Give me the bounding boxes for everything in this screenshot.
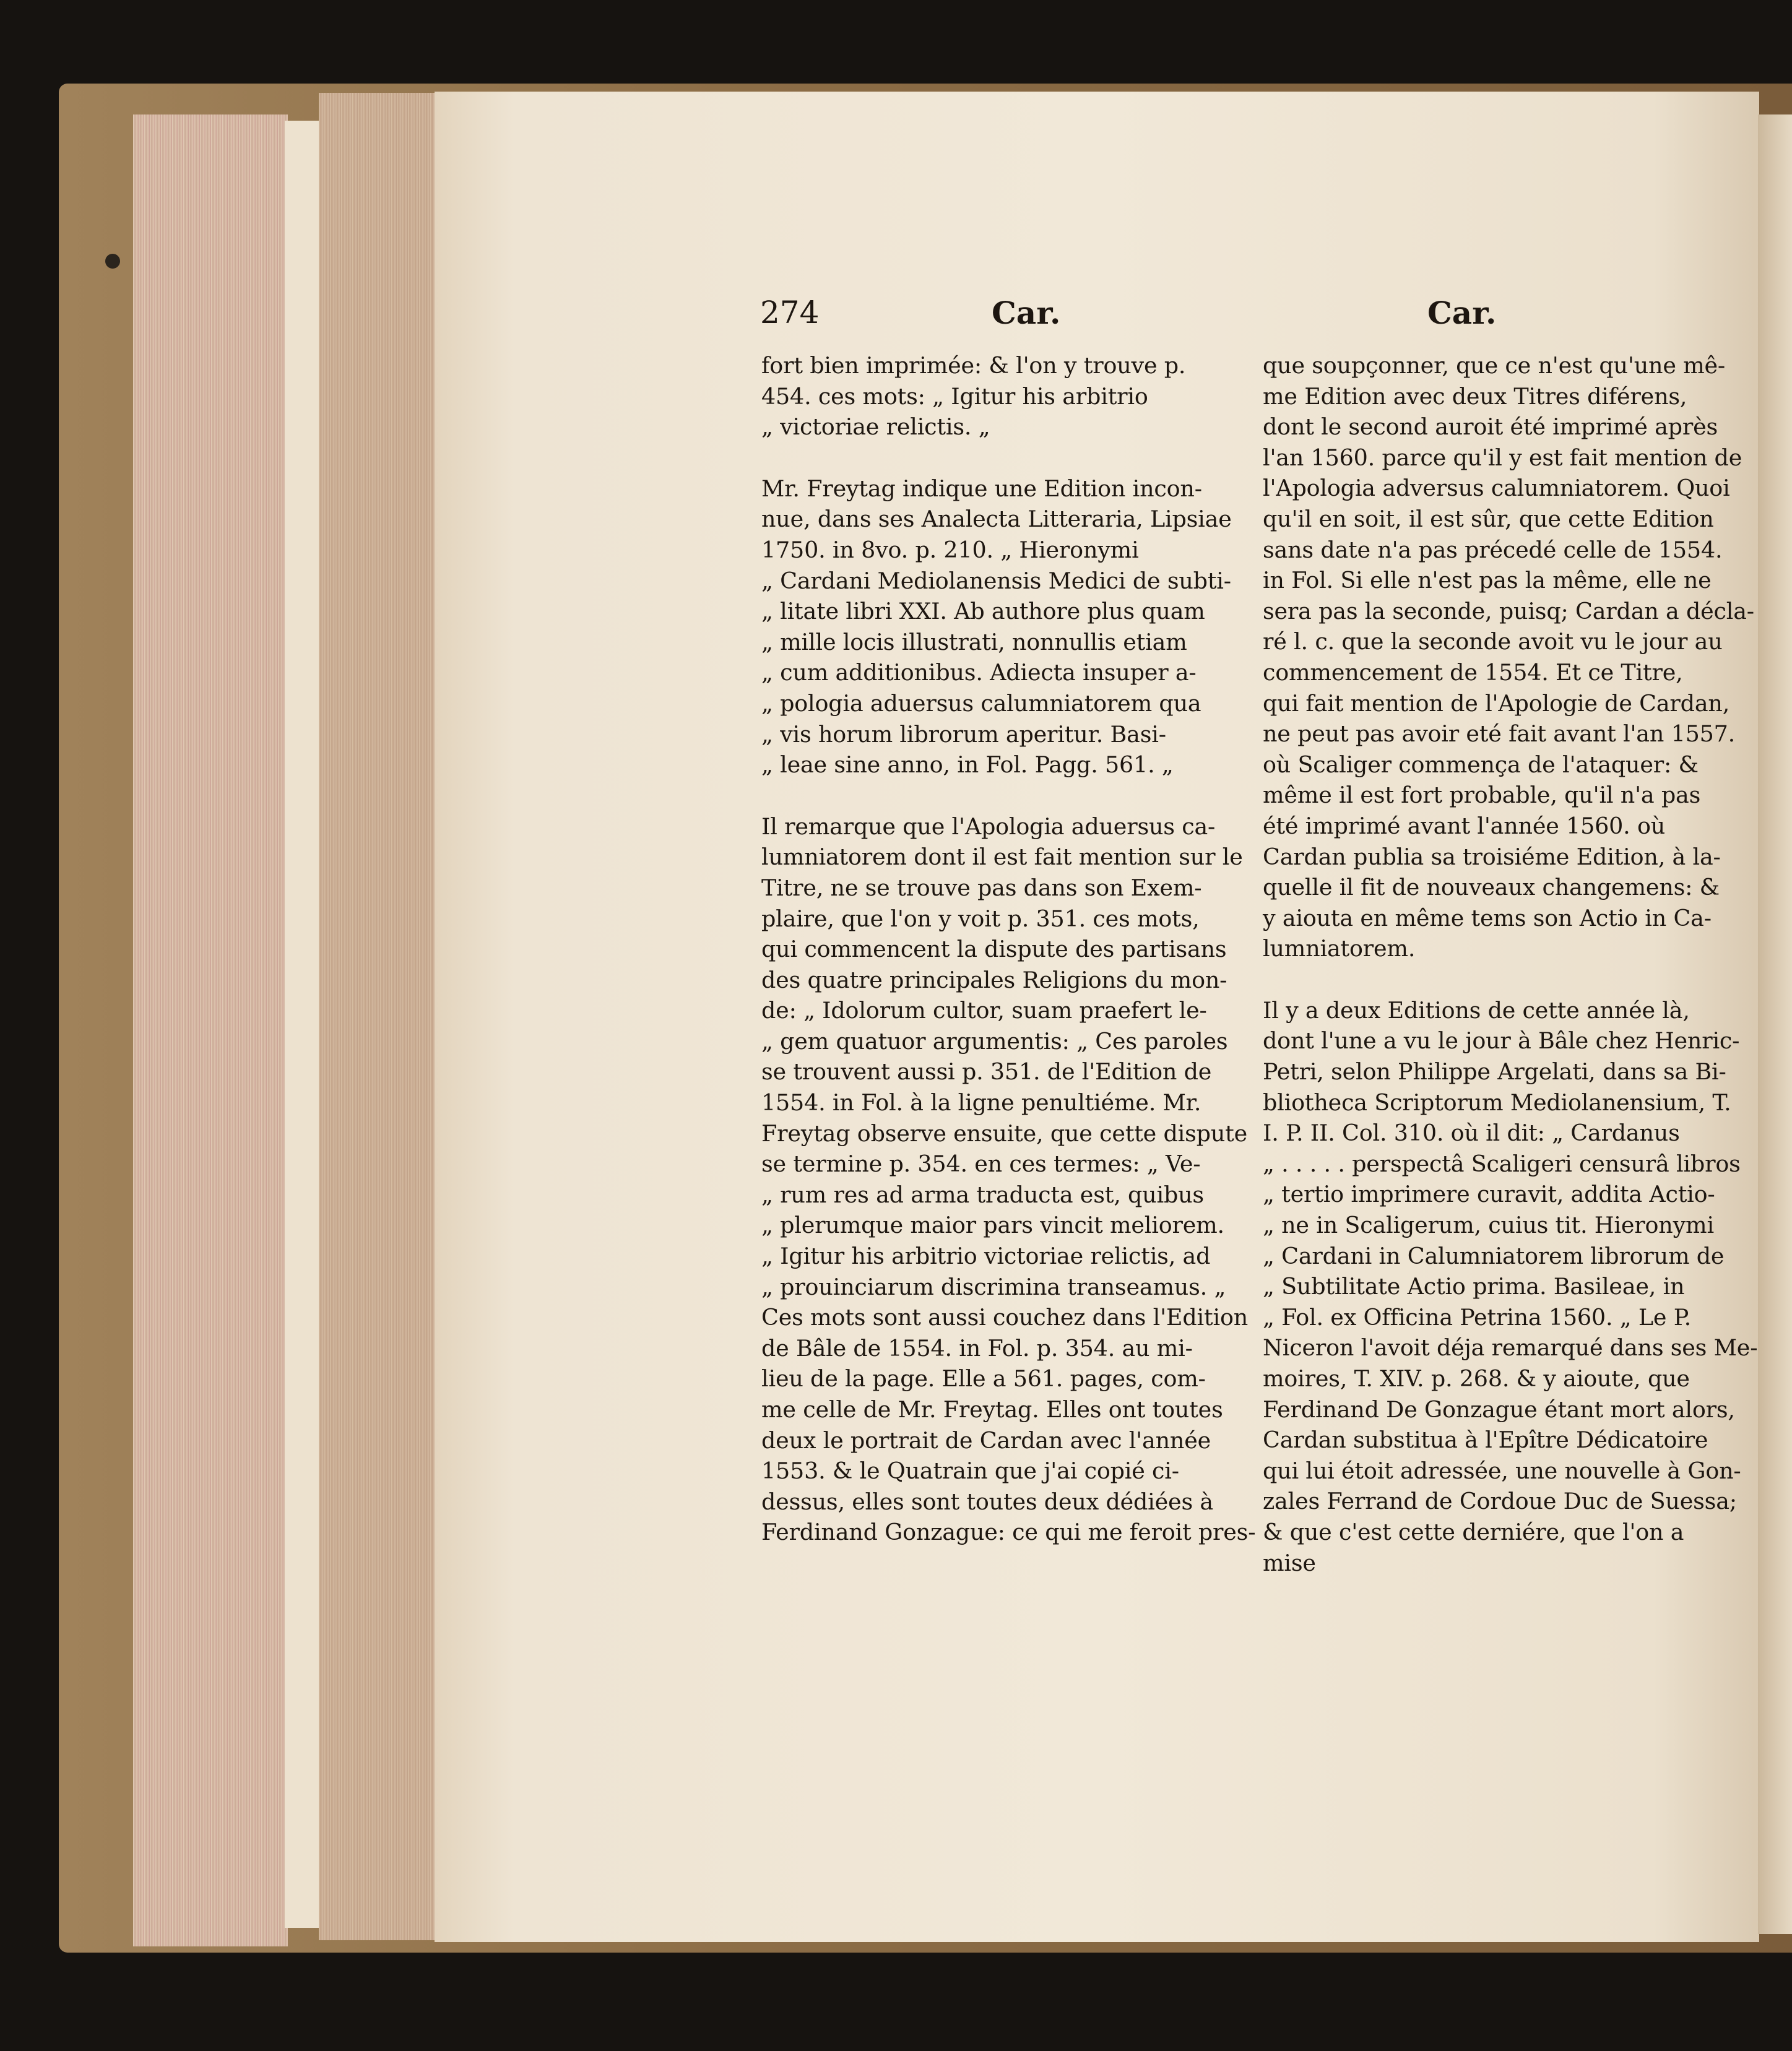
text-line: I. P. II. Col. 310. où il dit: „ Cardanus — [1263, 1120, 1680, 1147]
text-line: de: „ Idolorum cultor, suam praefert le- — [761, 997, 1207, 1024]
text-line: „ plerumque maior pars vincit meliorem. — [761, 1212, 1224, 1239]
text-line: „ prouinciarum discrimina transeamus. „ — [761, 1273, 1226, 1300]
text-line: „ Cardani Mediolanensis Medici de subti- — [761, 567, 1231, 594]
text-line: où Scaliger commença de l'ataquer: & — [1263, 751, 1699, 778]
text-line: ne peut pas avoir eté fait avant l'an 1557. — [1263, 720, 1736, 748]
text-line: sera pas la seconde, puisq; Cardan a décla- — [1263, 597, 1754, 624]
text-line: „ litate libri XXI. Ab authore plus quam — [761, 598, 1205, 625]
running-head-right: Car. — [1427, 295, 1497, 331]
text-line: Freytag observe ensuite, que cette dispute — [761, 1120, 1247, 1147]
text-line: Ces mots sont aussi couchez dans l'Edition — [761, 1304, 1249, 1331]
page-number: 274 — [760, 295, 820, 330]
text-line: même il est fort probable, qu'il n'a pas — [1263, 782, 1701, 809]
text-line: plaire, que l'on y voit p. 351. ces mots, — [761, 905, 1200, 932]
text-line: me Edition avec deux Titres diférens, — [1263, 382, 1687, 410]
text-line: qui fait mention de l'Apologie de Cardan, — [1263, 689, 1730, 717]
text-line: Cardan substitua à l'Epître Dédicatoire — [1263, 1427, 1708, 1454]
text-line: dont l'une a vu le jour à Bâle chez Henric- — [1263, 1027, 1740, 1055]
text-line: se trouvent aussi p. 351. de l'Edition de — [761, 1058, 1212, 1086]
text-line: „ ne in Scaligerum, cuius tit. Hieronymi — [1263, 1212, 1714, 1239]
text-line: Ferdinand Gonzague: ce qui me feroit pres- — [761, 1519, 1256, 1546]
text-line: „ gem quatuor argumentis: „ Ces paroles — [761, 1027, 1228, 1055]
text-line: Ferdinand De Gonzague étant mort alors, — [1263, 1396, 1735, 1423]
text-line: „ pologia aduersus calumniatorem qua — [761, 689, 1201, 717]
text-line: „ Igitur his arbitrio victoriae relictis, ad — [761, 1243, 1211, 1270]
text-line: qui lui étoit adressée, une nouvelle à Gon- — [1263, 1457, 1741, 1484]
text-line: bliotheca Scriptorum Mediolanensium, T. — [1263, 1089, 1731, 1116]
text-line: commencement de 1554. Et ce Titre, — [1263, 658, 1683, 686]
text-line: „ vis horum librorum aperitur. Basi- — [761, 720, 1166, 748]
text-line: „ leae sine anno, in Fol. Pagg. 561. „ — [761, 751, 1174, 779]
text-line: „ mille locis illustrati, nonnullis etiam — [761, 628, 1187, 655]
text-line: moires, T. XIV. p. 268. & y aioute, que — [1263, 1365, 1690, 1392]
text-line: nue, dans ses Analecta Litteraria, Lipsiae — [761, 506, 1232, 533]
text-line: „ Subtilitate Actio prima. Basileae, in — [1263, 1273, 1685, 1300]
text-line: dessus, elles sont toutes deux dédiées à — [761, 1488, 1213, 1515]
page-header — [760, 295, 1707, 338]
text-line: quelle il fit de nouveaux changemens: & — [1263, 874, 1720, 901]
text-line: sans date n'a pas précedé celle de 1554. — [1263, 536, 1723, 563]
binding-nail — [105, 254, 120, 269]
text-line: des quatre principales Religions du mon- — [761, 966, 1227, 993]
text-line: deux le portrait de Cardan avec l'année — [761, 1427, 1211, 1454]
paragraph-gap — [761, 780, 1238, 811]
text-line: Petri, selon Philippe Argelati, dans sa Bi- — [1263, 1058, 1726, 1086]
text-line: 1554. in Fol. à la ligne penultiéme. Mr. — [761, 1089, 1201, 1116]
text-line: Mr. Freytag indique une Edition incon- — [761, 475, 1202, 502]
text-line: „ Fol. ex Officina Petrina 1560. „ Le P. — [1263, 1303, 1692, 1331]
text-line: été imprimé avant l'année 1560. où — [1263, 812, 1666, 839]
text-line: Titre, ne se trouve pas dans son Exem- — [761, 874, 1202, 901]
text-line: „ Cardani in Calumniatorem librorum de — [1263, 1242, 1725, 1269]
text-line: lumniatorem. — [1263, 935, 1416, 962]
text-line: „ victoriae relictis. „ — [761, 413, 990, 441]
paragraph-gap — [761, 443, 1238, 473]
text-line: lieu de la page. Elle a 561. pages, com- — [761, 1365, 1206, 1393]
left-text-column — [761, 350, 1256, 1548]
text-line: dont le second auroit été imprimé après — [1263, 413, 1718, 441]
text-line: „ tertio imprimere curavit, addita Actio- — [1263, 1181, 1715, 1208]
text-line: l'Apologia adversus calumniatorem. Quoi — [1263, 475, 1730, 502]
text-line: Il remarque que l'Apologia aduersus ca- — [761, 813, 1216, 840]
text-line: „ rum res ad arma traducta est, quibus — [761, 1181, 1204, 1208]
page-edges-back — [133, 114, 288, 1946]
running-head-left: Car. — [992, 295, 1061, 331]
text-line: & que c'est cette derniére, que l'on a — [1263, 1518, 1684, 1545]
text-line: l'an 1560. parce qu'il y est fait mention de — [1263, 444, 1742, 471]
text-line: lumniatorem dont il est fait mention sur le — [761, 844, 1243, 871]
text-line: qui commencent la dispute des partisans — [761, 936, 1227, 963]
text-line: in Fol. Si elle n'est pas la même, elle ne — [1263, 567, 1712, 594]
text-line: „ cum additionibus. Adiecta insuper a- — [761, 659, 1197, 686]
page-edges-front — [319, 93, 436, 1940]
text-line: de Bâle de 1554. in Fol. p. 354. au mi- — [761, 1334, 1193, 1362]
text-line: Il y a deux Editions de cette année là, — [1263, 996, 1690, 1024]
text-line: qu'il en soit, il est sûr, que cette Edition — [1263, 505, 1714, 532]
text-line: se termine p. 354. en ces termes: „ Ve- — [761, 1151, 1201, 1178]
text-line: Cardan publia sa troisiéme Edition, à la- — [1263, 843, 1721, 870]
text-line: mise — [1263, 1549, 1316, 1576]
text-line: zales Ferrand de Cordoue Duc de Suessa; — [1263, 1488, 1737, 1515]
text-line: ré l. c. que la seconde avoit vu le jour au — [1263, 628, 1723, 655]
text-line: „ . . . . . perspectâ Scaligeri censurâ libros — [1263, 1150, 1741, 1177]
text-line: fort bien imprimée: & l'on y trouve p. — [761, 352, 1186, 379]
paragraph-gap — [1263, 964, 1708, 995]
next-page-curl — [1758, 114, 1792, 1934]
text-line: 1553. & le Quatrain que j'ai copié ci- — [761, 1457, 1179, 1485]
text-line: que soupçonner, que ce n'est qu'une mê- — [1263, 352, 1726, 379]
text-line: me celle de Mr. Freytag. Elles ont toutes — [761, 1396, 1223, 1423]
right-text-column — [1263, 350, 1758, 1578]
text-line: Niceron l'avoit déja remarqué dans ses Me- — [1263, 1334, 1758, 1362]
text-line: 454. ces mots: „ Igitur his arbitrio — [761, 382, 1148, 410]
text-line: y aiouta en même tems son Actio in Ca- — [1263, 904, 1712, 931]
endpaper-edge — [285, 121, 322, 1928]
text-line: 1750. in 8vo. p. 210. „ Hieronymi — [761, 536, 1139, 563]
